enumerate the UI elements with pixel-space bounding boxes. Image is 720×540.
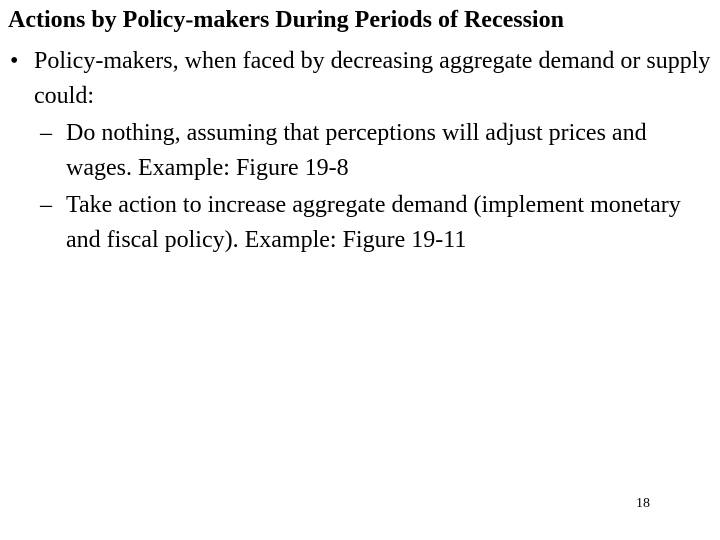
bullet-marker: • — [10, 48, 19, 74]
sub-bullet-list — [34, 116, 716, 258]
bullet-list — [8, 44, 716, 258]
sub-bullet-marker: – — [40, 192, 52, 218]
slide-title: Actions by Policy-makers During Periods of Recession — [8, 7, 564, 33]
sub-bullet-item — [34, 116, 716, 186]
sub-bullet-marker: – — [40, 120, 52, 146]
sub-bullet-text: Do nothing, assuming that perceptions will adjust prices and wages. Example: Figure 19-8 — [66, 120, 647, 181]
bullet-text: Policy-makers, when faced by decreasing aggregate demand or supply could: — [34, 48, 711, 109]
page-number: 18 — [636, 496, 650, 511]
sub-bullet-item — [34, 188, 716, 258]
bullet-item — [8, 44, 716, 258]
sub-bullet-text: Take action to increase aggregate demand (implement monetary and fiscal policy). Example: Figure 19-11 — [66, 192, 681, 253]
